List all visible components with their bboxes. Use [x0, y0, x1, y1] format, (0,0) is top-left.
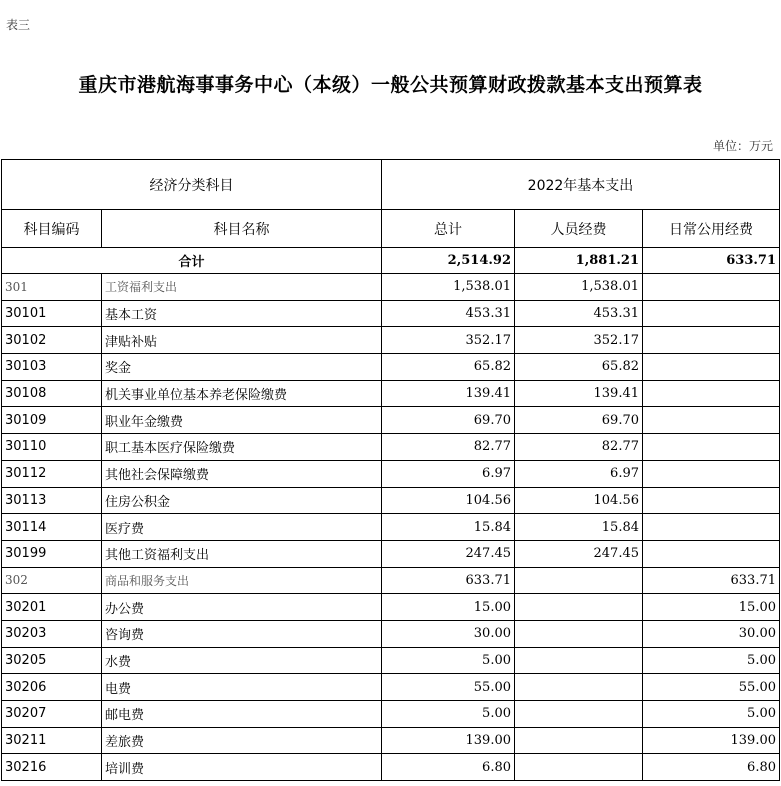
row-public [643, 380, 780, 407]
summary-label: 合计 [2, 248, 382, 274]
row-total: 30.00 [382, 620, 515, 647]
row-public: 55.00 [643, 674, 780, 701]
row-total: 5.00 [382, 647, 515, 674]
row-code: 30113 [2, 487, 102, 514]
row-public [643, 434, 780, 461]
row-name: 其他工资福利支出 [102, 540, 382, 567]
row-code: 30110 [2, 434, 102, 461]
row-name: 差旅费 [102, 727, 382, 754]
row-personnel [515, 701, 643, 728]
unit-label: 单位：万元 [712, 139, 773, 153]
row-personnel: 1,538.01 [515, 274, 643, 301]
row-name: 咨询费 [102, 620, 382, 647]
row-public: 139.00 [643, 727, 780, 754]
row-personnel: 69.70 [515, 407, 643, 434]
row-total: 1,538.01 [382, 274, 515, 301]
table-row [2, 434, 780, 461]
row-total: 247.45 [382, 540, 515, 567]
row-name: 电费 [102, 674, 382, 701]
table-row [2, 540, 780, 567]
row-public: 15.00 [643, 594, 780, 621]
row-name: 机关事业单位基本养老保险缴费 [102, 380, 382, 407]
header-row-group [2, 160, 780, 210]
row-personnel [515, 674, 643, 701]
row-public [643, 274, 780, 301]
table-row [2, 620, 780, 647]
row-public [643, 487, 780, 514]
row-name: 基本工资 [102, 300, 382, 327]
header-name: 科目名称 [102, 210, 382, 248]
row-total: 15.00 [382, 594, 515, 621]
row-name: 水费 [102, 647, 382, 674]
row-total: 15.84 [382, 514, 515, 541]
row-public [643, 514, 780, 541]
table-row [2, 594, 780, 621]
row-personnel [515, 647, 643, 674]
row-total: 82.77 [382, 434, 515, 461]
table-label: 表三 [6, 18, 31, 32]
row-name: 邮电费 [102, 701, 382, 728]
row-public [643, 540, 780, 567]
row-name: 其他社会保障缴费 [102, 460, 382, 487]
row-public [643, 460, 780, 487]
row-personnel: 104.56 [515, 487, 643, 514]
row-code: 30203 [2, 620, 102, 647]
row-personnel [515, 754, 643, 781]
table-row [2, 701, 780, 728]
row-public [643, 354, 780, 381]
row-code: 30201 [2, 594, 102, 621]
table-row [2, 327, 780, 354]
header-public: 日常公用经费 [643, 210, 780, 248]
table-row [2, 514, 780, 541]
row-public: 6.80 [643, 754, 780, 781]
row-public: 30.00 [643, 620, 780, 647]
header-code: 科目编码 [2, 210, 102, 248]
row-total: 139.41 [382, 380, 515, 407]
row-total: 5.00 [382, 701, 515, 728]
table-row [2, 274, 780, 301]
row-total: 6.80 [382, 754, 515, 781]
table-row [2, 460, 780, 487]
row-code: 30112 [2, 460, 102, 487]
row-code: 30205 [2, 647, 102, 674]
header-row-columns [2, 210, 780, 248]
row-code: 302 [2, 567, 102, 594]
table-row [2, 354, 780, 381]
row-public: 633.71 [643, 567, 780, 594]
row-code: 301 [2, 274, 102, 301]
row-total: 139.00 [382, 727, 515, 754]
row-code: 30101 [2, 300, 102, 327]
row-total: 65.82 [382, 354, 515, 381]
row-code: 30109 [2, 407, 102, 434]
row-code: 30108 [2, 380, 102, 407]
table-row [2, 380, 780, 407]
table-row [2, 674, 780, 701]
summary-personnel: 1,881.21 [515, 248, 643, 274]
row-name: 奖金 [102, 354, 382, 381]
row-public [643, 327, 780, 354]
row-personnel: 65.82 [515, 354, 643, 381]
row-total: 6.97 [382, 460, 515, 487]
header-basic-expenditure: 2022年基本支出 [382, 160, 780, 210]
row-personnel [515, 594, 643, 621]
row-name: 医疗费 [102, 514, 382, 541]
row-personnel: 139.41 [515, 380, 643, 407]
row-total: 55.00 [382, 674, 515, 701]
row-public [643, 407, 780, 434]
row-total: 633.71 [382, 567, 515, 594]
row-name: 商品和服务支出 [102, 567, 382, 594]
table-row [2, 487, 780, 514]
row-code: 30102 [2, 327, 102, 354]
row-name: 工资福利支出 [102, 274, 382, 301]
row-total: 352.17 [382, 327, 515, 354]
row-code: 30207 [2, 701, 102, 728]
row-code: 30211 [2, 727, 102, 754]
page-title: 重庆市港航海事事务中心（本级）一般公共预算财政拨款基本支出预算表 [78, 74, 703, 96]
row-personnel: 247.45 [515, 540, 643, 567]
row-name: 办公费 [102, 594, 382, 621]
row-code: 30199 [2, 540, 102, 567]
row-personnel [515, 567, 643, 594]
row-name: 培训费 [102, 754, 382, 781]
row-name: 住房公积金 [102, 487, 382, 514]
row-public: 5.00 [643, 701, 780, 728]
row-name: 津贴补贴 [102, 327, 382, 354]
table-row [2, 567, 780, 594]
row-personnel: 453.31 [515, 300, 643, 327]
row-public [643, 300, 780, 327]
table-row [2, 407, 780, 434]
header-total: 总计 [382, 210, 515, 248]
row-public: 5.00 [643, 647, 780, 674]
row-name: 职工基本医疗保险缴费 [102, 434, 382, 461]
table-row [2, 754, 780, 781]
summary-public: 633.71 [643, 248, 780, 274]
header-economic-category: 经济分类科目 [2, 160, 382, 210]
row-personnel [515, 727, 643, 754]
row-name: 职业年金缴费 [102, 407, 382, 434]
row-personnel: 82.77 [515, 434, 643, 461]
row-personnel [515, 620, 643, 647]
summary-row [2, 248, 780, 274]
row-total: 104.56 [382, 487, 515, 514]
budget-table [1, 159, 780, 781]
header-personnel: 人员经费 [515, 210, 643, 248]
row-total: 453.31 [382, 300, 515, 327]
table-row [2, 647, 780, 674]
row-code: 30103 [2, 354, 102, 381]
row-code: 30206 [2, 674, 102, 701]
row-code: 30114 [2, 514, 102, 541]
row-personnel: 352.17 [515, 327, 643, 354]
row-personnel: 6.97 [515, 460, 643, 487]
row-total: 69.70 [382, 407, 515, 434]
row-code: 30216 [2, 754, 102, 781]
row-personnel: 15.84 [515, 514, 643, 541]
summary-total: 2,514.92 [382, 248, 515, 274]
table-row [2, 727, 780, 754]
table-row [2, 300, 780, 327]
